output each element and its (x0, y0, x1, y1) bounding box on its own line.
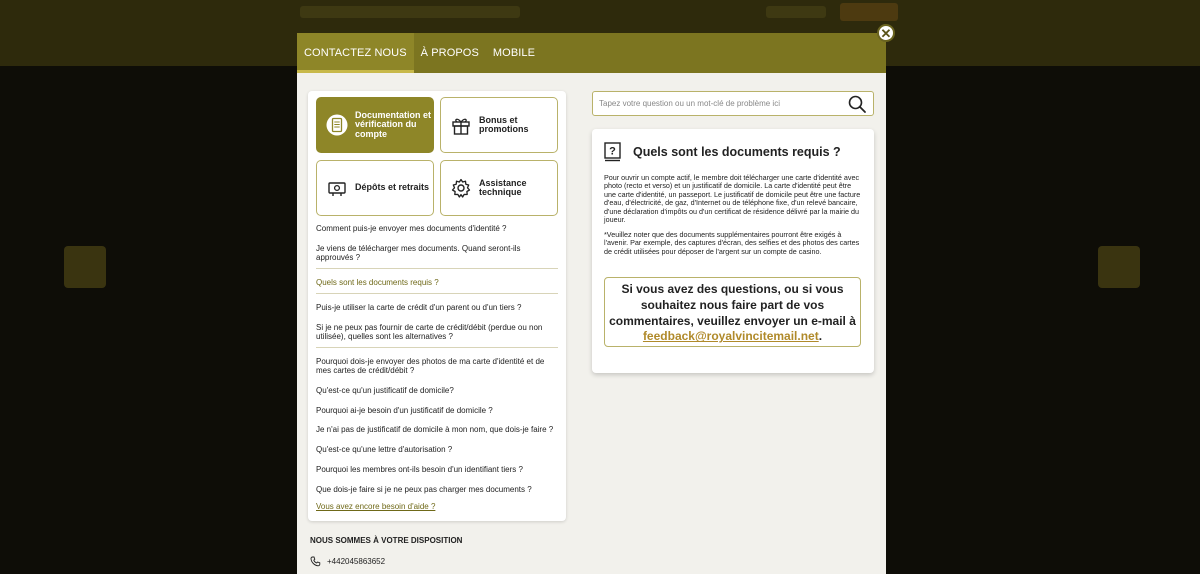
background-button (840, 3, 898, 21)
faq-divider (316, 268, 558, 269)
search-input[interactable] (593, 99, 847, 108)
category-label: Bonus et promotions (479, 114, 529, 134)
help-modal (297, 33, 886, 574)
faq-item[interactable]: Que dois-je faire si je ne peux pas charger mes documents ? (316, 485, 532, 495)
faq-item[interactable]: Pourquoi dois-je envoyer des photos de ma carte d'identité et de mes cartes de crédit/débit ? (316, 356, 545, 375)
faq-item[interactable]: Qu'est-ce qu'un justificatif de domicile? (316, 385, 454, 395)
background-prev-arrow (64, 246, 106, 288)
faq-list (316, 225, 558, 495)
faq-item[interactable]: Qu'est-ce qu'une lettre d'autorisation ? (316, 445, 453, 455)
close-icon[interactable]: ✕ (877, 24, 895, 42)
contact-box (604, 277, 861, 347)
background-next-arrow (1098, 246, 1140, 288)
faq-item-active[interactable]: Quels sont les documents requis ? (316, 277, 439, 287)
category-deposits[interactable] (316, 160, 434, 216)
phone-number: +442045863652 (327, 557, 386, 566)
category-technical[interactable] (440, 160, 558, 216)
phone-icon (310, 556, 321, 567)
need-help-link[interactable]: Vous avez encore besoin d'aide ? (316, 502, 436, 511)
search-icon[interactable] (847, 94, 867, 114)
faq-item[interactable]: Je viens de télécharger mes documents. Quand seront-ils approuvés ? (316, 243, 521, 262)
answer-title: Quels sont les documents requis ? (633, 145, 841, 159)
background-logo (300, 6, 520, 18)
availability-title: NOUS SOMMES À VOTRE DISPOSITION (310, 536, 463, 545)
question-book-icon (604, 142, 621, 162)
tab-about[interactable]: À PROPOS (420, 47, 479, 59)
answer-note: *Veuillez noter que des documents supplémentaires pourront être exigés à l'avenir. Par exemple, des captures d'écran, des selfies et des photos des cartes de crédit utilisées pour déposer de l'argent sur un compte de casino. (604, 230, 860, 256)
faq-item[interactable]: Puis-je utiliser la carte de crédit d'un parent ou d'un tiers ? (316, 302, 522, 312)
faq-search (592, 91, 874, 116)
faq-item[interactable]: Pourquoi ai-je besoin d'un justificatif de domicile ? (316, 405, 493, 415)
svg-text:?: ? (609, 145, 616, 158)
category-label: Documentation et vérification du compte (355, 109, 432, 139)
email-link[interactable]: feedback@royalvincitemail.net (642, 329, 819, 344)
faq-item[interactable]: Je n'ai pas de justificatif de domicile à mon nom, que dois-je faire ? (316, 425, 554, 435)
tab-mobile[interactable]: MOBILE (492, 47, 536, 59)
faq-divider (316, 347, 558, 348)
phone-contact[interactable] (310, 556, 385, 567)
category-label: Dépôts et retraits (355, 182, 430, 193)
modal-tabs (297, 33, 886, 73)
contact-text: Si vous avez des questions, ou si vous souhaitez nous faire part de vos commentaires, veuillez envoyer un e-mail à (609, 282, 856, 328)
faq-item[interactable]: Comment puis-je envoyer mes documents d'identité ? (316, 224, 507, 233)
faq-panel (308, 91, 566, 521)
gear-icon (449, 176, 473, 200)
answer-paragraph: Pour ouvrir un compte actif, le membre doit télécharger une carte d'identité avec photo (recto et verso) et un justificatif de domicile. La carte d'identité peut être une carte d'identité, un passeport. Le justificatif de domicile peut être une facture d'eau, d'électricité, de gaz, d'Internet ou de téléphone fixe, d'un relevé bancaire, d'une déclaration d'impôts ou d'un certificat de résidence délivré par la mairie du joueur. (604, 173, 861, 225)
faq-item[interactable]: Si je ne peux pas fournir de carte de crédit/débit (perdue ou non utilisée), quelles sont les alternatives ? (316, 322, 543, 341)
tab-contact-us[interactable]: CONTACTEZ NOUS (297, 33, 414, 73)
answer-card (592, 129, 874, 373)
document-icon (325, 113, 349, 137)
background-user-area (766, 6, 826, 18)
faq-divider (316, 293, 558, 294)
faq-item[interactable]: Pourquoi les membres ont-ils besoin d'un identifiant tiers ? (316, 465, 523, 475)
contact-punctuation: . (818, 329, 823, 344)
category-documentation[interactable] (316, 97, 434, 153)
category-bonus[interactable] (440, 97, 558, 153)
gift-icon (449, 113, 473, 137)
category-label: Assistance technique (479, 177, 527, 197)
money-icon (325, 176, 349, 200)
